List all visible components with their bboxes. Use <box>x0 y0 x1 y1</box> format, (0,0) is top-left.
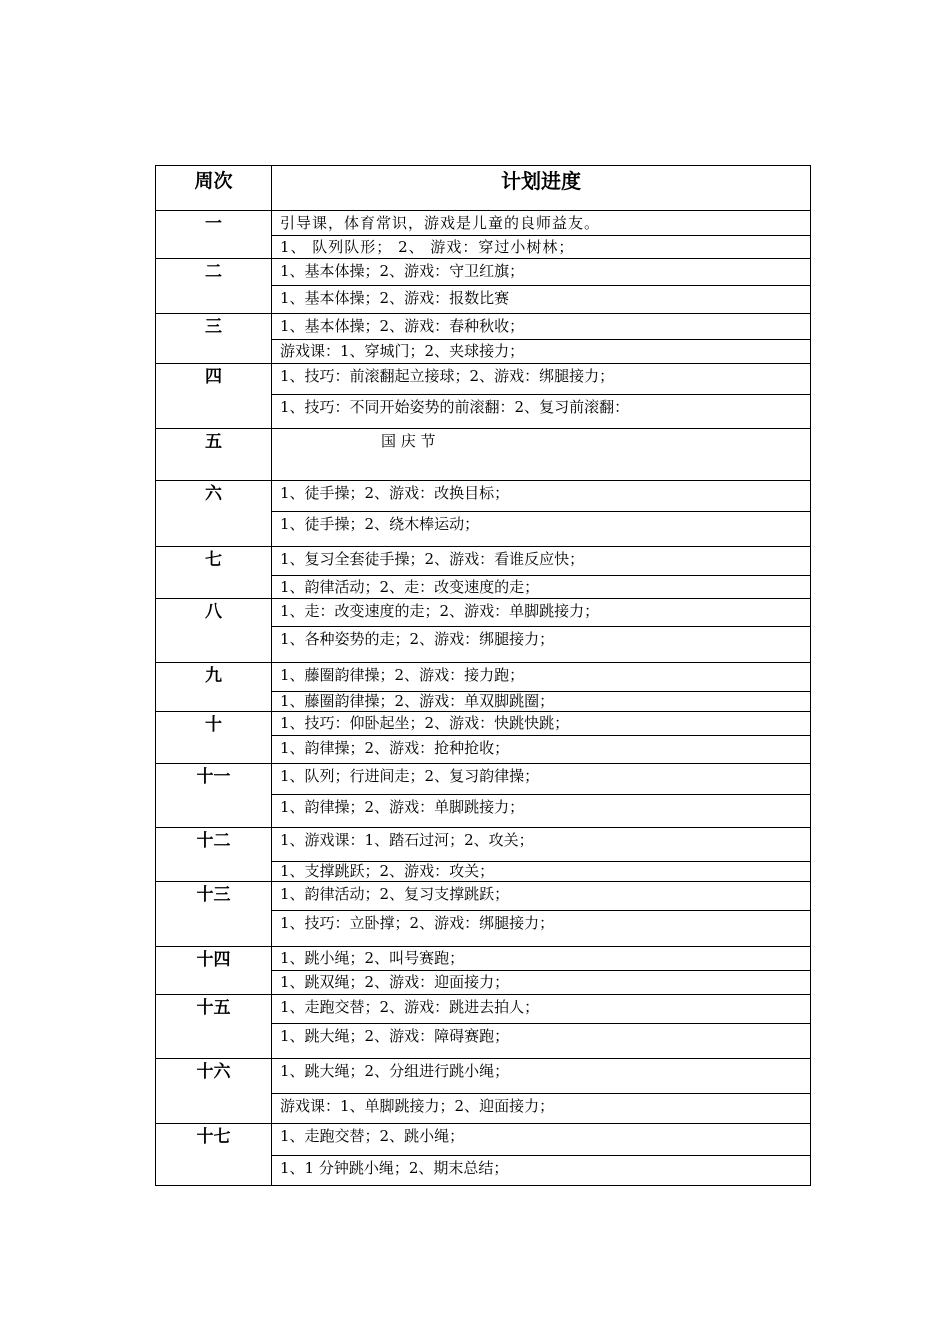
plan-entry: 1、基本体操；2、游戏：守卫红旗； <box>280 262 525 280</box>
week-number: 十六 <box>196 1062 231 1082</box>
schedule-table <box>155 165 811 1186</box>
week-number: 五 <box>205 432 222 452</box>
plan-entry: 1、跳大绳；2、分组进行跳小绳； <box>280 1062 510 1080</box>
plan-entry: 1、走跑交替；2、跳小绳； <box>280 1127 465 1145</box>
plan-entry: 1、技巧：立卧撑；2、游戏：绑腿接力； <box>280 914 555 932</box>
plan-entry: 1、1 分钟跳小绳；2、期末总结； <box>280 1159 509 1177</box>
plan-entry: 1、 队列队形； 2、 游戏：穿过小树林； <box>280 238 575 256</box>
plan-entry: 1、藤圈韵律操；2、游戏：接力跑； <box>280 666 525 684</box>
plan-entry: 1、韵律活动；2、复习支撑跳跃； <box>280 885 510 903</box>
week-number: 九 <box>205 666 222 686</box>
column-divider <box>271 166 272 1185</box>
plan-entry: 1、走：改变速度的走；2、游戏：单脚跳接力； <box>280 602 600 620</box>
week-number: 十五 <box>196 998 231 1018</box>
week-number: 十四 <box>196 950 231 970</box>
header-week: 周次 <box>194 170 233 192</box>
plan-entry: 1、跳双绳；2、游戏：迎面接力； <box>280 973 510 991</box>
plan-entry: 1、基本体操；2、游戏：报数比赛 <box>280 289 510 307</box>
plan-entry: 1、各种姿势的走；2、游戏：绑腿接力； <box>280 630 555 648</box>
plan-entry: 1、跳大绳；2、游戏：障碍赛跑； <box>280 1027 510 1045</box>
week-number: 十三 <box>196 885 231 905</box>
week-number: 三 <box>205 317 222 337</box>
plan-entry: 1、支撑跳跃；2、游戏：攻关； <box>280 862 495 880</box>
week-number: 二 <box>205 262 222 282</box>
week-number: 十一 <box>196 767 231 787</box>
week-number: 十二 <box>196 831 231 851</box>
week-number: 十七 <box>196 1127 231 1147</box>
plan-entry: 1、韵律操；2、游戏：单脚跳接力； <box>280 798 525 816</box>
plan-entry: 1、游戏课：1、踏石过河；2、攻关； <box>280 831 534 849</box>
plan-entry: 引导课，体育常识，游戏是儿童的良师益友。 <box>280 214 601 232</box>
plan-entry: 1、技巧：仰卧起坐；2、游戏：快跳快跳； <box>280 714 570 732</box>
plan-entry: 1、徒手操；2、绕木棒运动； <box>280 515 480 533</box>
header-plan: 计划进度 <box>501 169 581 193</box>
plan-entry: 1、韵律操；2、游戏：抢种抢收； <box>280 739 510 757</box>
plan-entry: 1、基本体操；2、游戏：春种秋收； <box>280 317 525 335</box>
plan-entry: 1、徒手操；2、游戏：改换目标； <box>280 484 510 502</box>
plan-entry: 游戏课：1、穿城门；2、夹球接力； <box>280 342 525 360</box>
week-number: 十 <box>205 715 222 735</box>
plan-entry: 1、复习全套徒手操；2、游戏：看谁反应快； <box>280 550 585 568</box>
plan-entry: 1、藤圈韵律操；2、游戏：单双脚跳圈； <box>280 692 555 710</box>
plan-entry: 1、韵律活动；2、走：改变速度的走； <box>280 578 540 596</box>
plan-entry: 国 庆 节 <box>381 432 436 450</box>
week-number: 六 <box>205 484 222 504</box>
week-number: 七 <box>205 550 222 570</box>
plan-entry: 游戏课：1、单脚跳接力；2、迎面接力； <box>280 1097 555 1115</box>
week-number: 四 <box>205 367 222 387</box>
row-divider <box>156 428 810 429</box>
plan-entry: 1、技巧：前滚翻起立接球；2、游戏：绑腿接力； <box>280 367 615 385</box>
plan-entry: 1、技巧：不同开始姿势的前滚翻：2、复习前滚翻： <box>280 398 630 416</box>
plan-entry: 1、走跑交替；2、游戏：跳进去拍人； <box>280 998 540 1016</box>
plan-entry: 1、队列；行进间走；2、复习韵律操； <box>280 767 540 785</box>
plan-entry: 1、跳小绳；2、叫号赛跑； <box>280 949 465 967</box>
week-number: 一 <box>205 214 222 234</box>
week-number: 八 <box>205 602 222 622</box>
